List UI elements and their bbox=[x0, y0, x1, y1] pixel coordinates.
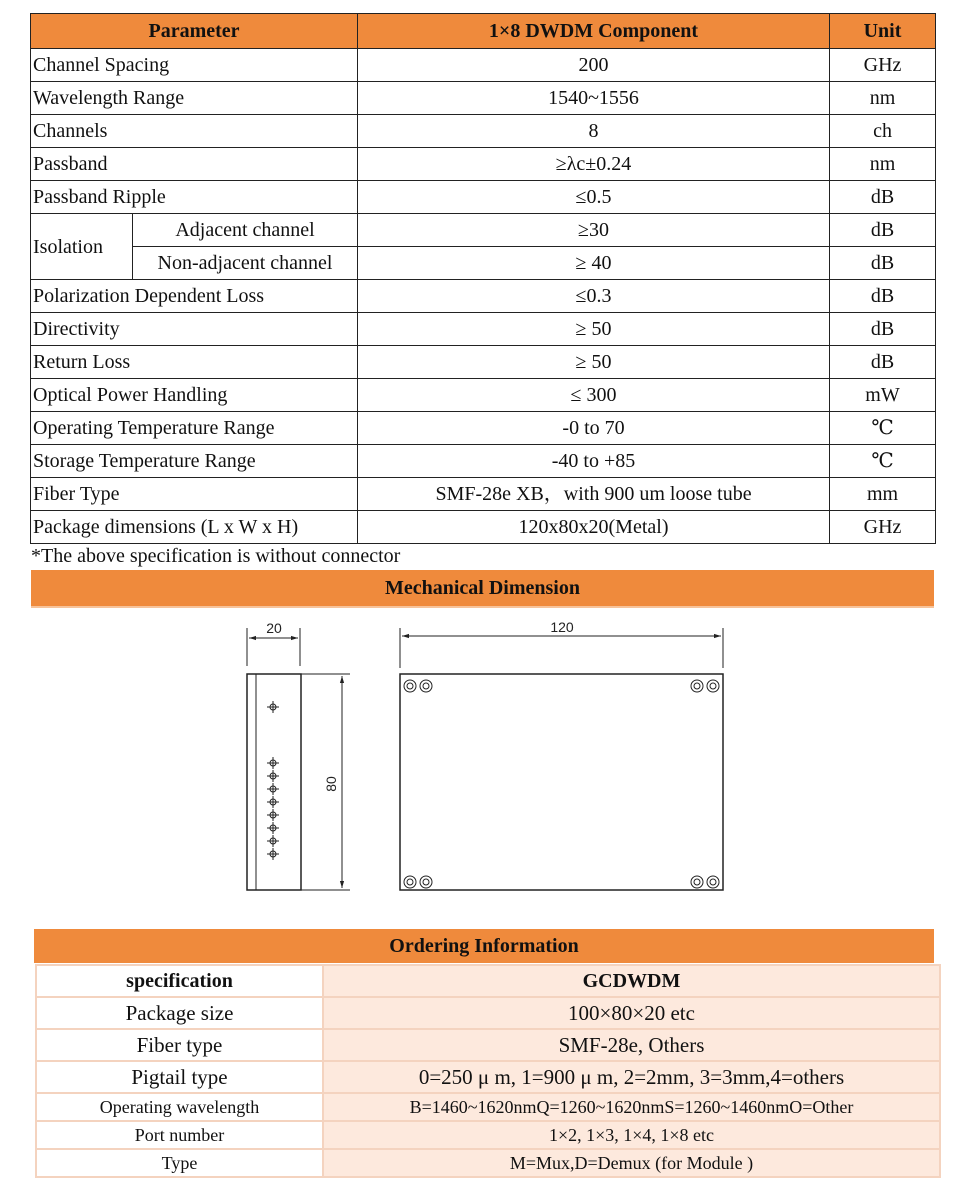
param-value: SMF-28e XB，with 900 um loose tube bbox=[358, 478, 830, 511]
header-component: 1×8 DWDM Component bbox=[358, 14, 830, 49]
spec-row bbox=[31, 280, 936, 313]
ordering-row bbox=[36, 1061, 940, 1093]
ordering-spec: Pigtail type bbox=[36, 1061, 323, 1093]
top-view bbox=[400, 619, 723, 890]
width-dimension-label: 20 bbox=[266, 620, 282, 636]
spec-row bbox=[31, 412, 936, 445]
param-label: Passband bbox=[31, 148, 358, 181]
param-label: Polarization Dependent Loss bbox=[31, 280, 358, 313]
param-value: ≥ 50 bbox=[358, 313, 830, 346]
param-label: Directivity bbox=[31, 313, 358, 346]
spec-footnote: *The above specification is without connector bbox=[31, 545, 401, 567]
length-dimension-label: 120 bbox=[550, 619, 574, 635]
param-label: Wavelength Range bbox=[31, 82, 358, 115]
param-value: -0 to 70 bbox=[358, 412, 830, 445]
spec-row bbox=[31, 379, 936, 412]
param-label: Storage Temperature Range bbox=[31, 445, 358, 478]
ordering-row bbox=[36, 1121, 940, 1149]
spec-row bbox=[31, 346, 936, 379]
param-unit: dB bbox=[830, 181, 936, 214]
ordering-option: 1×2, 1×3, 1×4, 1×8 etc bbox=[323, 1121, 940, 1149]
param-label: Channels bbox=[31, 115, 358, 148]
param-value: ≤ 300 bbox=[358, 379, 830, 412]
ordering-spec: Type bbox=[36, 1149, 323, 1177]
param-value: ≥ 50 bbox=[358, 346, 830, 379]
ordering-option: SMF-28e, Others bbox=[323, 1029, 940, 1061]
spec-row bbox=[31, 445, 936, 478]
param-label: Package dimensions (L x W x H) bbox=[31, 511, 358, 544]
spec-row bbox=[31, 181, 936, 214]
ordering-header-left: specification bbox=[36, 965, 323, 997]
param-unit: mW bbox=[830, 379, 936, 412]
spec-row bbox=[31, 82, 936, 115]
ordering-header-right: GCDWDM bbox=[323, 965, 940, 997]
param-unit: nm bbox=[830, 82, 936, 115]
non-adjacent-label: Non-adjacent channel bbox=[133, 247, 358, 280]
mechanical-dimension-title: Mechanical Dimension bbox=[31, 570, 934, 608]
spec-header-row bbox=[31, 14, 936, 49]
param-unit: GHz bbox=[830, 511, 936, 544]
param-unit: ℃ bbox=[830, 445, 936, 478]
param-value: ≤0.5 bbox=[358, 181, 830, 214]
param-label: Passband Ripple bbox=[31, 181, 358, 214]
param-label: Fiber Type bbox=[31, 478, 358, 511]
param-value: ≥λc±0.24 bbox=[358, 148, 830, 181]
spec-row bbox=[31, 478, 936, 511]
param-value: 8 bbox=[358, 115, 830, 148]
param-value: 120x80x20(Metal) bbox=[358, 511, 830, 544]
ordering-row bbox=[36, 1093, 940, 1121]
ordering-spec: Package size bbox=[36, 997, 323, 1029]
param-unit: dB bbox=[830, 346, 936, 379]
ordering-table bbox=[35, 964, 941, 1178]
side-view bbox=[247, 620, 350, 890]
mechanical-drawing bbox=[0, 606, 966, 906]
non-adjacent-unit: dB bbox=[830, 247, 936, 280]
param-unit: nm bbox=[830, 148, 936, 181]
header-unit: Unit bbox=[830, 14, 936, 49]
ordering-option: B=1460~1620nmQ=1260~1620nmS=1260~1460nmO=Other bbox=[323, 1093, 940, 1121]
height-dimension-label: 80 bbox=[323, 776, 339, 792]
param-unit: dB bbox=[830, 280, 936, 313]
specification-table bbox=[30, 13, 936, 544]
param-label: Channel Spacing bbox=[31, 49, 358, 82]
param-unit: GHz bbox=[830, 49, 936, 82]
ordering-row bbox=[36, 1029, 940, 1061]
param-unit: ℃ bbox=[830, 412, 936, 445]
non-adjacent-value: ≥ 40 bbox=[358, 247, 830, 280]
ordering-option: 0=250 μ m, 1=900 μ m, 2=2mm, 3=3mm,4=others bbox=[323, 1061, 940, 1093]
ordering-option: 100×80×20 etc bbox=[323, 997, 940, 1029]
ordering-information-title: Ordering Information bbox=[34, 929, 934, 963]
param-unit: mm bbox=[830, 478, 936, 511]
spec-row-isolation-non-adjacent bbox=[31, 247, 936, 280]
param-value: -40 to +85 bbox=[358, 445, 830, 478]
param-label: Optical Power Handling bbox=[31, 379, 358, 412]
param-unit: ch bbox=[830, 115, 936, 148]
adjacent-unit: dB bbox=[830, 214, 936, 247]
adjacent-value: ≥30 bbox=[358, 214, 830, 247]
ordering-row bbox=[36, 997, 940, 1029]
spec-row bbox=[31, 115, 936, 148]
ordering-spec: Fiber type bbox=[36, 1029, 323, 1061]
param-label: Operating Temperature Range bbox=[31, 412, 358, 445]
adjacent-label: Adjacent channel bbox=[133, 214, 358, 247]
param-unit: dB bbox=[830, 313, 936, 346]
spec-row bbox=[31, 511, 936, 544]
spec-row bbox=[31, 313, 936, 346]
spec-row-isolation-adjacent bbox=[31, 214, 936, 247]
spec-row bbox=[31, 49, 936, 82]
param-value: 200 bbox=[358, 49, 830, 82]
ordering-spec: Port number bbox=[36, 1121, 323, 1149]
ordering-option: M=Mux,D=Demux (for Module ) bbox=[323, 1149, 940, 1177]
param-value: 1540~1556 bbox=[358, 82, 830, 115]
param-value: ≤0.3 bbox=[358, 280, 830, 313]
isolation-label: Isolation bbox=[31, 214, 133, 280]
spec-row bbox=[31, 148, 936, 181]
ordering-spec: Operating wavelength bbox=[36, 1093, 323, 1121]
param-label: Return Loss bbox=[31, 346, 358, 379]
ordering-row bbox=[36, 1149, 940, 1177]
header-parameter: Parameter bbox=[31, 14, 358, 49]
ordering-header-row bbox=[36, 965, 940, 997]
